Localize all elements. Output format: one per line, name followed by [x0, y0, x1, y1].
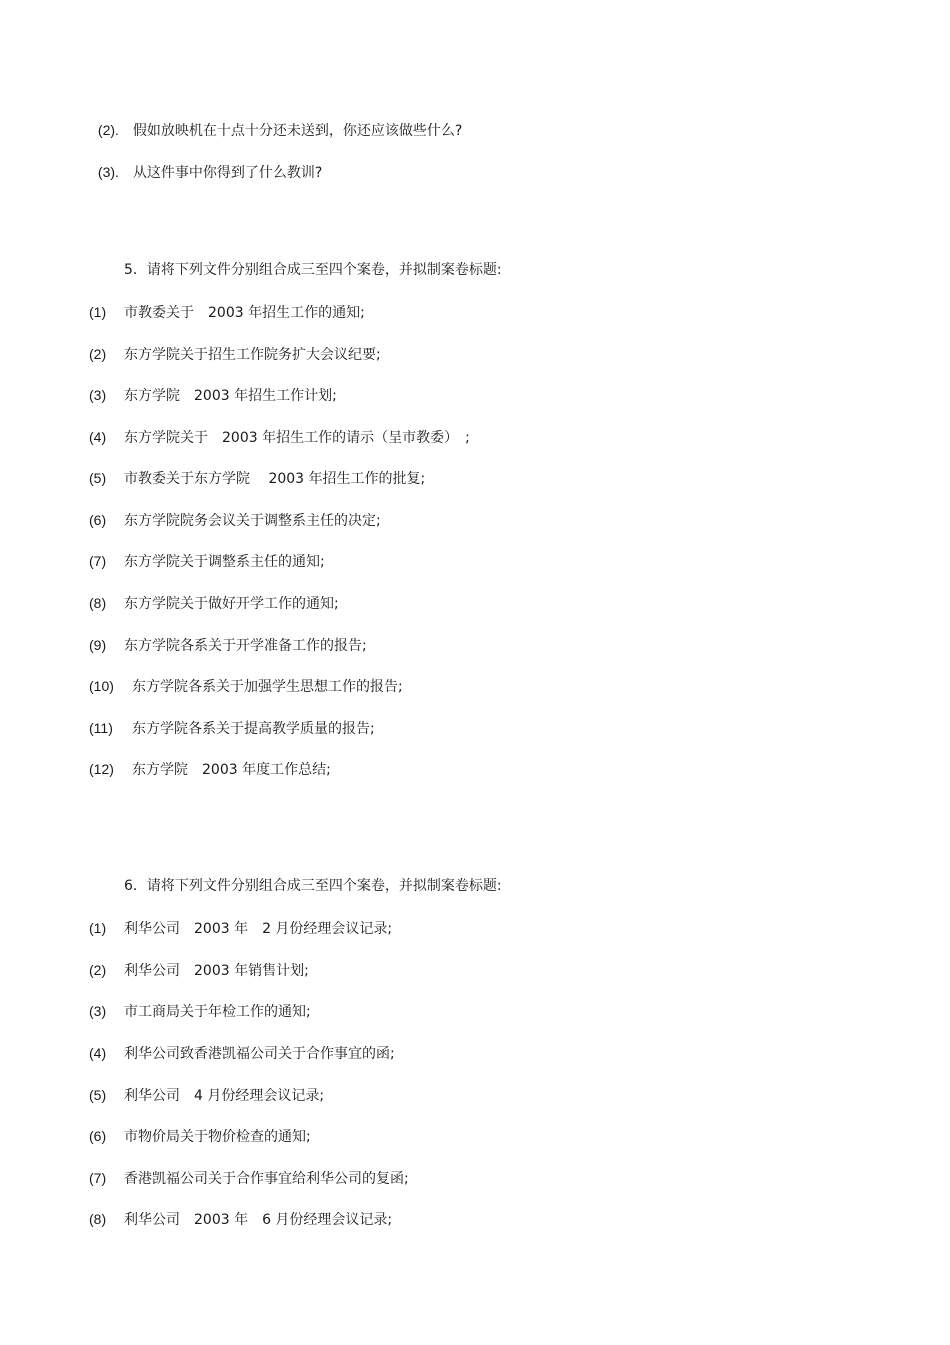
item-number: (6): [89, 1128, 107, 1144]
item-text: 东方学院院务会议关于调整系主任的决定;: [124, 513, 381, 529]
item-number: (12): [89, 761, 114, 777]
item-text: 东方学院各系关于开学准备工作的报告;: [124, 638, 367, 654]
list-item: [89, 469, 425, 488]
list-item: [89, 919, 392, 938]
list-item: [89, 428, 470, 447]
list-item: [89, 961, 309, 980]
question-item: [89, 103, 462, 140]
list-item: [89, 345, 381, 364]
item-text: 东方学院关于 2003 年招生工作的请示（呈市教委） ;: [124, 430, 470, 446]
item-number: (7): [89, 553, 107, 569]
item-number: (3): [89, 387, 107, 403]
list-item: [89, 636, 367, 655]
item-number: (6): [89, 512, 107, 528]
list-item: [89, 552, 325, 571]
list-item: [89, 594, 339, 613]
item-text: 东方学院 2003 年招生工作计划;: [124, 388, 337, 404]
list-item: [89, 303, 365, 322]
item-number: (11): [89, 720, 113, 736]
item-number: (5): [89, 470, 107, 486]
item-number: (3): [89, 1003, 107, 1019]
section-6-heading: 6．请将下列文件分别组合成三至四个案卷，并拟制案卷标题:: [124, 878, 502, 894]
item-number: (5): [89, 1087, 107, 1103]
list-item: [89, 760, 331, 779]
item-text: 利华公司 2003 年销售计划;: [124, 963, 309, 979]
list-item: [89, 1127, 311, 1146]
list-item: [89, 719, 375, 738]
list-item: [89, 1002, 311, 1021]
list-item: [89, 386, 337, 405]
item-text: 市教委关于 2003 年招生工作的通知;: [124, 305, 365, 321]
item-text: 东方学院 2003 年度工作总结;: [132, 762, 331, 778]
item-text: 东方学院各系关于提高教学质量的报告;: [132, 721, 375, 737]
list-item: [89, 1169, 409, 1188]
item-text: 东方学院各系关于加强学生思想工作的报告;: [132, 679, 403, 695]
item-text: 假如放映机在十点十分还未送到，你还应该做些什么?: [132, 123, 463, 139]
item-number: (8): [89, 1211, 107, 1227]
item-number: (8): [89, 595, 107, 611]
list-item: [89, 1086, 324, 1105]
section-5-heading: 5．请将下列文件分别组合成三至四个案卷，并拟制案卷标题:: [124, 262, 502, 278]
item-number: (9): [89, 637, 107, 653]
item-text: 香港凯福公司关于合作事宜给利华公司的复函;: [124, 1171, 409, 1187]
item-number: (3).: [97, 164, 119, 180]
item-number: (2).: [97, 122, 119, 138]
item-text: 东方学院关于做好开学工作的通知;: [124, 596, 339, 612]
item-text: 市物价局关于物价检查的通知;: [124, 1129, 311, 1145]
item-number: (7): [89, 1170, 107, 1186]
item-text: 东方学院关于招生工作院务扩大会议纪要;: [124, 347, 381, 363]
item-text: 利华公司 2003 年 2 月份经理会议记录;: [124, 921, 393, 937]
item-text: 市工商局关于年检工作的通知;: [124, 1004, 311, 1020]
item-number: (4): [89, 1045, 107, 1061]
question-item: [89, 145, 322, 182]
item-text: 从这件事中你得到了什么教训?: [132, 165, 323, 181]
item-text: 利华公司 4 月份经理会议记录;: [124, 1088, 325, 1104]
list-item: [89, 677, 403, 696]
item-number: (1): [89, 920, 107, 936]
list-item: [89, 511, 381, 530]
list-item: [89, 1044, 395, 1063]
item-number: (2): [89, 962, 107, 978]
item-number: (1): [89, 304, 107, 320]
item-text: 利华公司致香港凯福公司关于合作事宜的函;: [124, 1046, 395, 1062]
list-item: [89, 1210, 392, 1229]
item-number: (2): [89, 346, 107, 362]
item-number: (4): [89, 429, 107, 445]
item-text: 利华公司 2003 年 6 月份经理会议记录;: [124, 1212, 393, 1228]
item-text: 东方学院关于调整系主任的通知;: [124, 554, 325, 570]
item-number: (10): [89, 678, 114, 694]
item-text: 市教委关于东方学院 2003 年招生工作的批复;: [124, 471, 426, 487]
